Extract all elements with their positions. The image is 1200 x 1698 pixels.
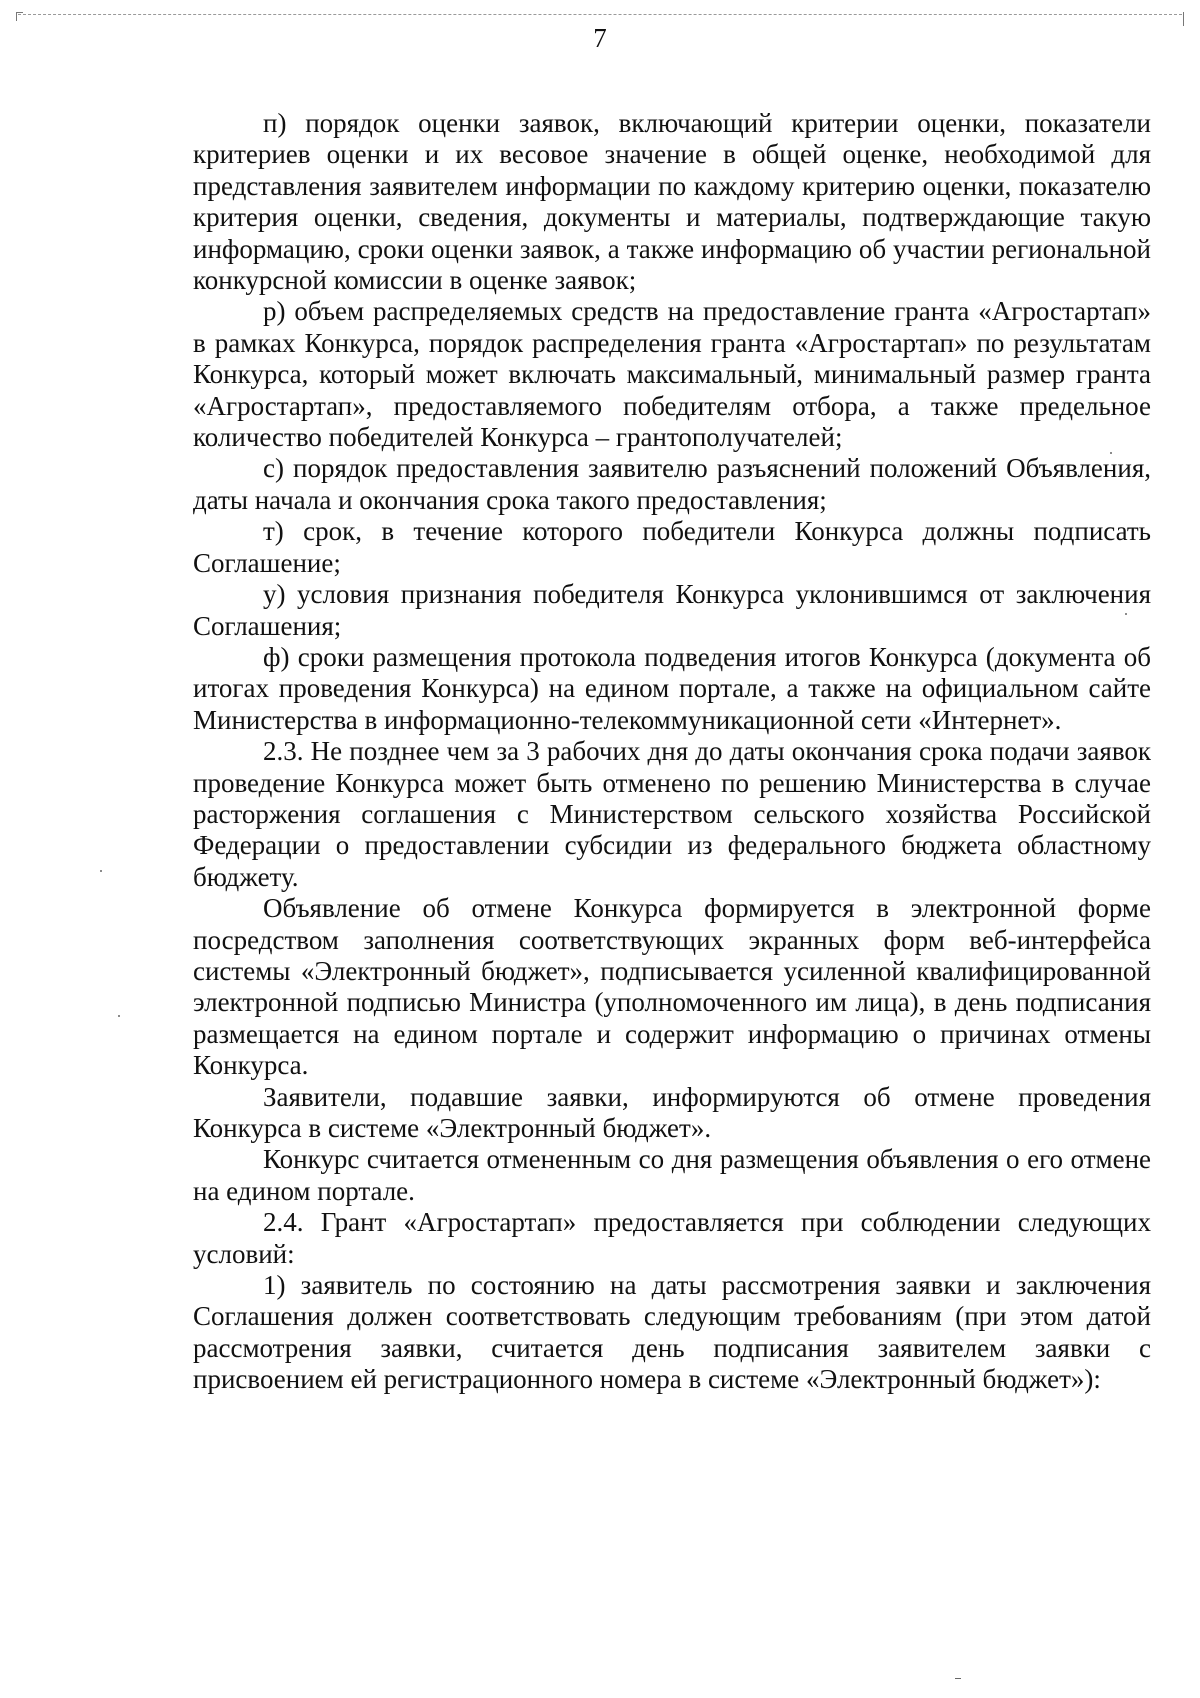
paragraph-p: п) порядок оценки заявок, включающий критерии оценки, показатели критериев оценки и их весовое значение в общей оценке, необходимой для представления заявителем информации по каждому критерию оценки, показателю критерия оценки, сведения, документы и материалы, подтверждающие такую информацию, сроки оценки заявок, а также информацию об участии региональной конкурсной комиссии в оценке заявок; (193, 108, 1151, 296)
paragraph-2-4: 2.4. Грант «Агростартап» предоставляется при соблюдении следующих условий: (193, 1207, 1151, 1269)
paragraph-condition-1: 1) заявитель по состоянию на даты рассмотрения заявки и заключения Соглашения должен соответствовать следующим требованиям (при этом датой рассмотрения заявки, считается день подписания заявителем заявки с присвоением ей регистрационного номера в системе «Электронный бюджет»): (193, 1270, 1151, 1395)
paragraph-f: ф) сроки размещения протокола подведения итогов Конкурса (документа об итогах проведения Конкурса) на едином портале, а также на официальном сайте Министерства в информационно-телекоммуникационной сети «Интернет». (193, 641, 1151, 735)
paragraph-applicants-notified: Заявители, подавшие заявки, информируются об отмене проведения Конкурса в системе «Электронный бюджет». (193, 1081, 1151, 1143)
page-number: 7 (593, 23, 607, 53)
paragraph-contest-cancelled: Конкурс считается отмененным со дня размещения объявления о его отмене на едином портале. (193, 1144, 1151, 1206)
paragraph-r: р) объем распределяемых средств на предоставление гранта «Агростартап» в рамках Конкурса, порядок распределения гранта «Агростартап» по результатам Конкурса, который может включать максимальный, минимальный размер гранта «Агростартап», предоставляемого победителям отбора, а также предельное количество победителей Конкурса – грантополучателей; (193, 296, 1151, 453)
paragraph-s: с) порядок предоставления заявителю разъяснений положений Объявления, даты начала и окончания срока такого предоставления; (193, 453, 1151, 515)
document-body (193, 108, 1151, 1396)
paragraph-t: т) срок, в течение которого победители Конкурса должны подписать Соглашение; (193, 516, 1151, 578)
scan-speck (955, 1678, 961, 1679)
paragraph-cancel-announcement: Объявление об отмене Конкурса формируется в электронной форме посредством заполнения соответствующих экранных форм веб-интерфейса системы «Электронный бюджет», подписывается усиленной квалифицированной электронной подписью Министра (уполномоченного им лица), в день подписания размещается на едином портале и содержит информацию о причинах отмены Конкурса. (193, 893, 1151, 1081)
scan-speck (118, 1015, 120, 1017)
scan-speck (100, 870, 102, 872)
paragraph-u: у) условия признания победителя Конкурса уклонившимся от заключения Соглашения; (193, 579, 1151, 641)
scan-corner-mark-left (16, 12, 23, 21)
scan-edge-line (18, 14, 1182, 15)
paragraph-2-3: 2.3. Не позднее чем за 3 рабочих дня до даты окончания срока подачи заявок проведение Конкурса может быть отменено по решению Министерства в случае расторжения соглашения с Министерством сельского хозяйства Российской Федерации о предоставлении субсидии из федерального бюджета областному бюджету. (193, 736, 1151, 892)
